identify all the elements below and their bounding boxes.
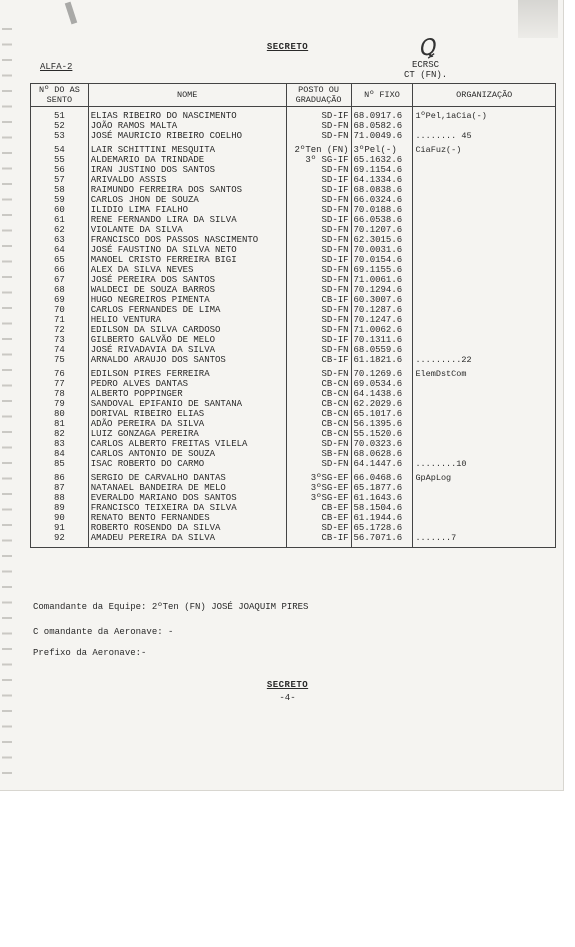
cell-org (413, 335, 556, 345)
cell-posto: SD-FN (286, 245, 351, 255)
cell-num: 57 (31, 175, 89, 185)
cell-nome: ROBERTO ROSENDO DA SILVA (88, 523, 286, 533)
comandante-aeronave: C omandante da Aeronave: - (33, 627, 174, 637)
cell-org (413, 389, 556, 399)
cell-nome: CARLOS ANTONIO DE SOUZA (88, 449, 286, 459)
table-row (31, 295, 556, 305)
cell-org: CiaFuz(-) (413, 145, 556, 155)
cell-posto: CB-IF (286, 533, 351, 543)
cell-num: 75 (31, 355, 89, 365)
cell-posto: SD-FN (286, 195, 351, 205)
cell-nome: RAIMUNDO FERREIRA DOS SANTOS (88, 185, 286, 195)
table-row (31, 235, 556, 245)
spacer-cell (413, 543, 556, 548)
cell-org: ........ 45 (413, 131, 556, 141)
cell-org (413, 315, 556, 325)
cell-posto: CB-IF (286, 355, 351, 365)
cell-org (413, 165, 556, 175)
cell-num: 64 (31, 245, 89, 255)
cell-fixo: 64.1334.6 (351, 175, 413, 185)
table-row (31, 315, 556, 325)
cell-num: 67 (31, 275, 89, 285)
cell-nome: ALBERTO POPPINGER (88, 389, 286, 399)
cell-num: 80 (31, 409, 89, 419)
cell-num: 85 (31, 459, 89, 469)
table-row (31, 131, 556, 141)
table-row (31, 409, 556, 419)
scan-smear (518, 0, 558, 38)
cell-num: 74 (31, 345, 89, 355)
cell-posto: SB-FN (286, 449, 351, 459)
cell-fixo: 70.1311.6 (351, 335, 413, 345)
spacer-cell (286, 543, 351, 548)
cell-nome: ILIDIO LIMA FIALHO (88, 205, 286, 215)
table-row (31, 345, 556, 355)
cell-num: 76 (31, 369, 89, 379)
cell-posto: CB-CN (286, 389, 351, 399)
cell-org: .........22 (413, 355, 556, 365)
cell-posto: 3º SG-IF (286, 155, 351, 165)
cell-org (413, 215, 556, 225)
table-row (31, 255, 556, 265)
cell-num: 77 (31, 379, 89, 389)
cell-nome: JOSÉ PEREIRA DOS SANTOS (88, 275, 286, 285)
cell-fixo: 71.0049.6 (351, 131, 413, 141)
cell-num: 81 (31, 419, 89, 429)
col-header-fixo: Nº FIXO (351, 84, 413, 107)
cell-fixo: 65.1632.6 (351, 155, 413, 165)
cell-fixo: 61.1821.6 (351, 355, 413, 365)
cell-posto: SD-IF (286, 215, 351, 225)
cell-fixo: 70.1207.6 (351, 225, 413, 235)
cell-org (413, 121, 556, 131)
cell-fixo: 66.0468.6 (351, 473, 413, 483)
cell-num: 55 (31, 155, 89, 165)
cell-nome: MANOEL CRISTO FERREIRA BIGI (88, 255, 286, 265)
cell-num: 66 (31, 265, 89, 275)
cell-fixo: 70.1294.6 (351, 285, 413, 295)
cell-nome: EDILSON PIRES FERREIRA (88, 369, 286, 379)
table-row (31, 379, 556, 389)
handwritten-initial: Ꝗ (415, 34, 438, 63)
cell-fixo: 56.1395.6 (351, 419, 413, 429)
cell-org (413, 439, 556, 449)
cell-org (413, 255, 556, 265)
cell-fixo: 65.1877.6 (351, 483, 413, 493)
cell-nome: LAIR SCHITTINI MESQUITA (88, 145, 286, 155)
cell-posto: 3ºSG-EF (286, 473, 351, 483)
table-row (31, 265, 556, 275)
table-row (31, 449, 556, 459)
table-row (31, 429, 556, 439)
cell-posto: SD-IF (286, 335, 351, 345)
cell-num: 61 (31, 215, 89, 225)
page-number: -4- (279, 693, 296, 703)
cell-fixo: 61.1944.6 (351, 513, 413, 523)
cell-org (413, 305, 556, 315)
cell-fixo: 70.0031.6 (351, 245, 413, 255)
cell-fixo: 71.0061.6 (351, 275, 413, 285)
table-row (31, 155, 556, 165)
cell-posto: CB-EF (286, 513, 351, 523)
cell-num: 53 (31, 131, 89, 141)
cell-fixo: 70.1247.6 (351, 315, 413, 325)
cell-nome: ALEX DA SILVA NEVES (88, 265, 286, 275)
table-row (31, 439, 556, 449)
cell-org: ........10 (413, 459, 556, 469)
cell-nome: FRANCISCO TEIXEIRA DA SILVA (88, 503, 286, 513)
cell-nome: SANDOVAL EPIFANIO DE SANTANA (88, 399, 286, 409)
cell-num: 70 (31, 305, 89, 315)
cell-posto: SD-IF (286, 255, 351, 265)
table-row (31, 215, 556, 225)
cell-nome: AMADEU PEREIRA DA SILVA (88, 533, 286, 543)
cell-posto: SD-FN (286, 235, 351, 245)
table-row (31, 523, 556, 533)
cell-num: 65 (31, 255, 89, 265)
cell-org (413, 155, 556, 165)
cell-num: 87 (31, 483, 89, 493)
cell-nome: EVERALDO MARIANO DOS SANTOS (88, 493, 286, 503)
cell-num: 62 (31, 225, 89, 235)
cell-nome: SERGIO DE CARVALHO DANTAS (88, 473, 286, 483)
cell-posto: SD-FN (286, 285, 351, 295)
cell-org (413, 285, 556, 295)
cell-fixo: 70.1269.6 (351, 369, 413, 379)
cell-nome: IRAN JUSTINO DOS SANTOS (88, 165, 286, 175)
cell-nome: ELIAS RIBEIRO DO NASCIMENTO (88, 111, 286, 121)
cell-posto: SD-EF (286, 523, 351, 533)
cell-fixo: 68.0838.6 (351, 185, 413, 195)
comandante-equipe: Comandante da Equipe: 2ºTen (FN) JOSÉ JOAQUIM PIRES (33, 602, 309, 612)
table-row (31, 145, 556, 155)
cell-org (413, 503, 556, 513)
cell-posto: CB-CN (286, 379, 351, 389)
spacer-cell (31, 543, 89, 548)
footer-classification: SECRETO (266, 680, 309, 690)
cell-org: .......7 (413, 533, 556, 543)
ecrsc-label: ECRSC (412, 60, 440, 70)
table-row (31, 121, 556, 131)
table-row (31, 111, 556, 121)
table-row (31, 225, 556, 235)
cell-org (413, 195, 556, 205)
table-row (31, 513, 556, 523)
cell-fixo: 68.0628.6 (351, 449, 413, 459)
cell-num: 69 (31, 295, 89, 305)
cell-org (413, 175, 556, 185)
cell-posto: 2ºTen (FN) (286, 145, 351, 155)
cell-posto: SD-FN (286, 131, 351, 141)
cell-posto: CB-CN (286, 429, 351, 439)
cell-num: 72 (31, 325, 89, 335)
cell-nome: CARLOS ALBERTO FREITAS VILELA (88, 439, 286, 449)
binding-holes (2, 20, 12, 780)
cell-num: 82 (31, 429, 89, 439)
cell-fixo: 55.1520.6 (351, 429, 413, 439)
cell-org: ElemDstCom (413, 369, 556, 379)
cell-posto: SD-FN (286, 459, 351, 469)
cell-nome: JOSÉ MAURICIO RIBEIRO COELHO (88, 131, 286, 141)
cell-org (413, 399, 556, 409)
cell-num: 60 (31, 205, 89, 215)
cell-posto: SD-FN (286, 325, 351, 335)
cell-posto: CB-CN (286, 419, 351, 429)
prefixo-aeronave: Prefixo da Aeronave:- (33, 648, 147, 658)
cell-num: 92 (31, 533, 89, 543)
table-row (31, 285, 556, 295)
cell-posto: SD-FN (286, 305, 351, 315)
cell-nome: ALDEMARIO DA TRINDADE (88, 155, 286, 165)
cell-nome: ISAC ROBERTO DO CARMO (88, 459, 286, 469)
cell-org (413, 275, 556, 285)
cell-nome: LUIZ GONZAGA PEREIRA (88, 429, 286, 439)
table-end-row (31, 543, 556, 548)
col-header-num: Nº DO AS SENTO (31, 84, 89, 107)
cell-nome: JOSÉ FAUSTINO DA SILVA NETO (88, 245, 286, 255)
table-row (31, 175, 556, 185)
cell-posto: CB-EF (286, 503, 351, 513)
cell-nome: CARLOS JHON DE SOUZA (88, 195, 286, 205)
cell-posto: SD-FN (286, 345, 351, 355)
cell-nome: JOSÉ RIVADAVIA DA SILVA (88, 345, 286, 355)
table-row (31, 473, 556, 483)
cell-org (413, 493, 556, 503)
cell-nome: ARNALDO ARAUJO DOS SANTOS (88, 355, 286, 365)
cell-org (413, 409, 556, 419)
cell-org (413, 419, 556, 429)
cell-fixo: 64.1438.6 (351, 389, 413, 399)
cell-posto: SD-FN (286, 315, 351, 325)
cell-fixo: 69.0534.6 (351, 379, 413, 389)
spacer-cell (88, 543, 286, 548)
cell-num: 91 (31, 523, 89, 533)
cell-fixo: 62.2029.6 (351, 399, 413, 409)
table-row (31, 165, 556, 175)
cell-fixo: 71.0062.6 (351, 325, 413, 335)
cell-nome: ARIVALDO ASSIS (88, 175, 286, 185)
cell-nome: RENE FERNANDO LIRA DA SILVA (88, 215, 286, 225)
cell-nome: ADÃO PEREIRA DA SILVA (88, 419, 286, 429)
cell-posto: SD-FN (286, 369, 351, 379)
cell-posto: SD-FN (286, 265, 351, 275)
cell-num: 63 (31, 235, 89, 245)
cell-nome: WALDECI DE SOUZA BARROS (88, 285, 286, 295)
cell-num: 68 (31, 285, 89, 295)
cell-posto: SD-FN (286, 439, 351, 449)
cell-fixo: 69.1155.6 (351, 265, 413, 275)
cell-nome: JOÃO RAMOS MALTA (88, 121, 286, 131)
cell-posto: 3ºSG-EF (286, 493, 351, 503)
alfa-code: ALFA-2 (40, 62, 73, 72)
cell-posto: CB-CN (286, 409, 351, 419)
cell-org (413, 245, 556, 255)
cell-num: 78 (31, 389, 89, 399)
roster-table-wrap (30, 83, 556, 548)
table-row (31, 483, 556, 493)
table-row (31, 245, 556, 255)
cell-posto: SD-FN (286, 275, 351, 285)
cell-org: 1ºPel,1aCia(-) (413, 111, 556, 121)
cell-num: 58 (31, 185, 89, 195)
table-row (31, 305, 556, 315)
cell-nome: CARLOS FERNANDES DE LIMA (88, 305, 286, 315)
cell-num: 84 (31, 449, 89, 459)
cell-posto: SD-IF (286, 175, 351, 185)
table-row (31, 205, 556, 215)
cell-nome: HUGO NEGREIROS PIMENTA (88, 295, 286, 305)
cell-num: 88 (31, 493, 89, 503)
cell-fixo: 61.1643.6 (351, 493, 413, 503)
table-row (31, 335, 556, 345)
cell-nome: FRANCISCO DOS PASSOS NASCIMENTO (88, 235, 286, 245)
cell-org (413, 205, 556, 215)
cell-nome: NATANAEL BANDEIRA DE MELO (88, 483, 286, 493)
cell-num: 89 (31, 503, 89, 513)
table-header-row (31, 84, 556, 107)
cell-fixo: 66.0538.6 (351, 215, 413, 225)
cell-fixo: 58.1504.6 (351, 503, 413, 513)
cell-num: 83 (31, 439, 89, 449)
cell-fixo: 62.3015.6 (351, 235, 413, 245)
cell-posto: SD-FN (286, 225, 351, 235)
cell-posto: SD-FN (286, 121, 351, 131)
col-header-posto: POSTO OU GRADUAÇÃO (286, 84, 351, 107)
cell-org (413, 325, 556, 335)
col-header-org: ORGANIZAÇÃO (413, 84, 556, 107)
cell-num: 56 (31, 165, 89, 175)
cell-num: 52 (31, 121, 89, 131)
cell-fixo: 69.1154.6 (351, 165, 413, 175)
cell-org: GpApLog (413, 473, 556, 483)
cell-fixo: 68.0582.6 (351, 121, 413, 131)
spacer-cell (351, 543, 413, 548)
cell-org (413, 185, 556, 195)
cell-nome: DORIVAL RIBEIRO ELIAS (88, 409, 286, 419)
cell-nome: PEDRO ALVES DANTAS (88, 379, 286, 389)
table-row (31, 185, 556, 195)
table-row (31, 195, 556, 205)
cell-fixo: 65.1017.6 (351, 409, 413, 419)
cell-org (413, 295, 556, 305)
cell-posto: CB-IF (286, 295, 351, 305)
table-row (31, 533, 556, 543)
table-row (31, 369, 556, 379)
cell-num: 86 (31, 473, 89, 483)
cell-nome: EDILSON DA SILVA CARDOSO (88, 325, 286, 335)
cell-fixo: 65.1728.6 (351, 523, 413, 533)
table-row (31, 419, 556, 429)
cell-org (413, 265, 556, 275)
cell-posto: SD-IF (286, 185, 351, 195)
ecrsc-block (404, 60, 447, 80)
col-header-nome: NOME (88, 84, 286, 107)
cell-num: 90 (31, 513, 89, 523)
cell-num: 73 (31, 335, 89, 345)
cell-num: 71 (31, 315, 89, 325)
table-row (31, 355, 556, 365)
cell-fixo: 70.0154.6 (351, 255, 413, 265)
table-row (31, 275, 556, 285)
cell-org (413, 513, 556, 523)
cell-posto: 3ºSG-EF (286, 483, 351, 493)
cell-fixo: 70.0188.6 (351, 205, 413, 215)
table-row (31, 399, 556, 409)
ct-label: CT (FN). (404, 70, 448, 80)
table-row (31, 389, 556, 399)
cell-posto: SD-IF (286, 111, 351, 121)
cell-fixo: 68.0917.6 (351, 111, 413, 121)
cell-nome: VIOLANTE DA SILVA (88, 225, 286, 235)
cell-nome: RENATO BENTO FERNANDES (88, 513, 286, 523)
table-row (31, 493, 556, 503)
cell-org (413, 379, 556, 389)
cell-fixo: 56.7071.6 (351, 533, 413, 543)
cell-fixo: 68.0559.6 (351, 345, 413, 355)
cell-org (413, 235, 556, 245)
cell-posto: SD-FN (286, 165, 351, 175)
cell-fixo: 70.1287.6 (351, 305, 413, 315)
roster-table (30, 83, 556, 548)
header-classification: SECRETO (266, 42, 309, 52)
cell-num: 54 (31, 145, 89, 155)
cell-org (413, 345, 556, 355)
roster-body (31, 107, 556, 548)
cell-nome: GILBERTO GALVÃO DE MELO (88, 335, 286, 345)
cell-fixo: 66.0324.6 (351, 195, 413, 205)
cell-fixo: 3ºPel(-) (351, 145, 413, 155)
cell-org (413, 429, 556, 439)
cell-org (413, 449, 556, 459)
cell-num: 79 (31, 399, 89, 409)
cell-org (413, 483, 556, 493)
cell-org (413, 523, 556, 533)
cell-fixo: 64.1447.6 (351, 459, 413, 469)
table-row (31, 459, 556, 469)
cell-num: 59 (31, 195, 89, 205)
table-row (31, 325, 556, 335)
cell-num: 51 (31, 111, 89, 121)
cell-fixo: 70.0323.6 (351, 439, 413, 449)
cell-org (413, 225, 556, 235)
table-row (31, 503, 556, 513)
cell-posto: CB-CN (286, 399, 351, 409)
cell-fixo: 60.3007.6 (351, 295, 413, 305)
cell-nome: HELIO VENTURA (88, 315, 286, 325)
cell-posto: SD-FN (286, 205, 351, 215)
